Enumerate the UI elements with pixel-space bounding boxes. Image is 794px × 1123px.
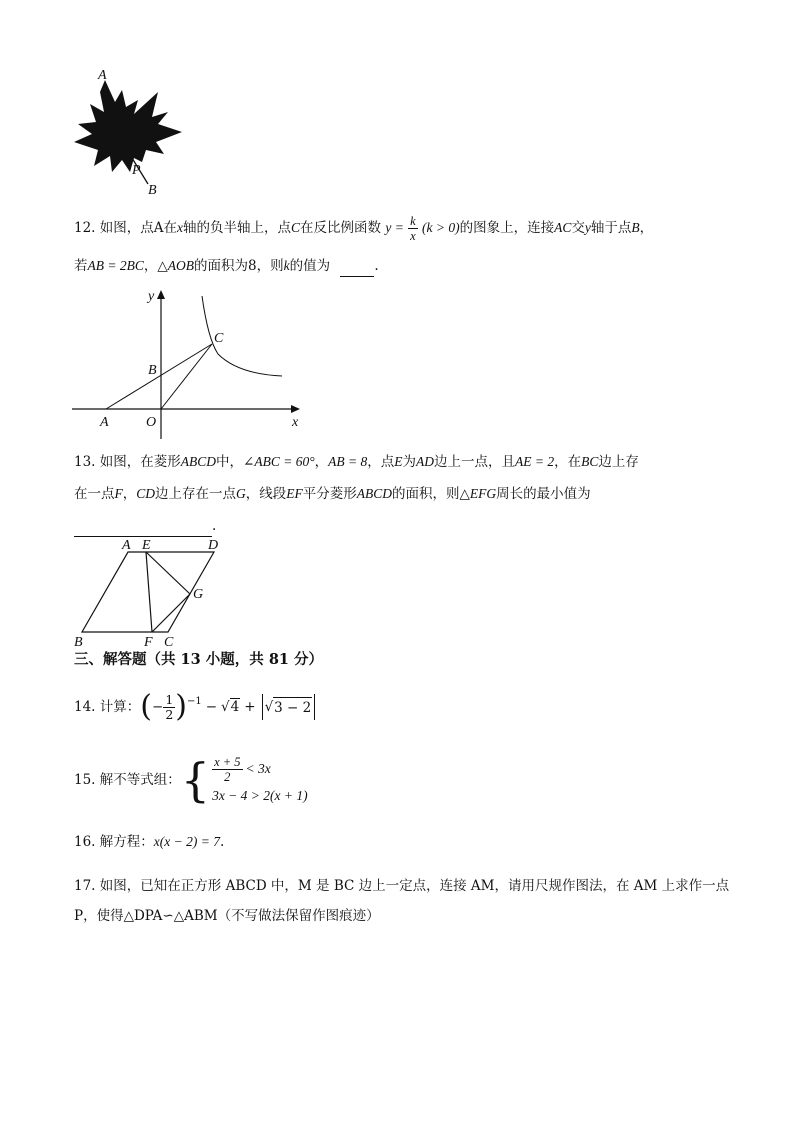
label-x: x bbox=[292, 415, 299, 430]
q15: 15. 解不等式组： { $\frac{x + 5}{2}$ < 3x 3x − 4 > 2(x + 1) bbox=[74, 753, 308, 807]
label-B: B bbox=[148, 363, 157, 378]
label-B: B bbox=[74, 635, 83, 650]
label-A: A bbox=[122, 538, 131, 553]
label-F: F bbox=[144, 635, 153, 650]
system-brace: { bbox=[180, 753, 211, 807]
sqrt-4: √4 bbox=[221, 699, 240, 715]
y-axis-arrow bbox=[157, 290, 165, 299]
label-P: P bbox=[132, 163, 141, 178]
answer-blank bbox=[340, 256, 374, 277]
q13-line3: . bbox=[74, 516, 216, 537]
q12-line1: 12. 如图，点A在x轴的负半轴上，点C在反比例函数 y = $\frac{k}{x}$ (k > 0)的图象上，连接AC交y轴于点B， bbox=[74, 214, 654, 243]
one-half-fraction: $\frac{1}{2}$ bbox=[165, 691, 174, 722]
figure-12-graph bbox=[68, 284, 308, 444]
label-A: A bbox=[100, 415, 109, 430]
q14: 14. 计算： ( − $\frac{1}{2}$ ) $^{-1}$ − √4 + √ 3 − 2 bbox=[74, 692, 317, 722]
label-C: C bbox=[164, 635, 174, 650]
q13-line1: 13. 如图，在菱形ABCD中，∠ABC = 60°，AB = 8，点E为AD边上一点，且AE = 2，在BC边上存 bbox=[74, 454, 639, 470]
label-B: B bbox=[148, 183, 157, 198]
maple-leaf-figure bbox=[60, 62, 200, 202]
figure-13-rhombus bbox=[68, 536, 238, 650]
label-G: G bbox=[193, 587, 204, 602]
q12-line2: 若AB = 2BC，△AOB的面积为8，则k的值为 . bbox=[74, 256, 379, 277]
q17-line2: P，使得△DPA∽△ABM（不写做法保留作图痕迹） bbox=[74, 908, 380, 924]
section-heading: 三、解答题（共 13 小题，共 81 分） bbox=[74, 651, 324, 668]
segment-EG bbox=[146, 552, 190, 594]
q17-line1: 17. 如图，已知在正方形 ABCD 中，M 是 BC 边上一定点，连接 AM，请用尺规作图法，在 AM 上求作一点 bbox=[74, 878, 730, 894]
inequality-2: 3x − 4 > 2(x + 1) bbox=[212, 787, 308, 803]
maple-leaf-shape bbox=[74, 80, 182, 172]
inequality-system bbox=[212, 755, 308, 806]
q16: 16. 解方程：x(x − 2) = 7. bbox=[74, 834, 225, 850]
k-over-x-fraction: $\frac{k}{x}$ bbox=[410, 214, 416, 243]
label-D: D bbox=[208, 538, 219, 553]
segment-OC bbox=[161, 344, 212, 409]
segment-AC bbox=[106, 344, 212, 409]
label-E: E bbox=[142, 538, 151, 553]
answer-blank bbox=[74, 516, 212, 537]
label-y: y bbox=[148, 289, 155, 304]
q13-line2: 在一点F，CD边上存在一点G，线段EF平分菱形ABCD的面积，则△EFG周长的最小值为 bbox=[74, 486, 591, 502]
x-axis-arrow bbox=[291, 405, 300, 413]
label-A: A bbox=[98, 68, 107, 83]
label-O: O bbox=[146, 415, 157, 430]
label-C: C bbox=[214, 331, 224, 346]
segment-EF bbox=[146, 552, 152, 632]
inequality-1: $\frac{x + 5}{2}$ < 3x bbox=[214, 754, 271, 784]
